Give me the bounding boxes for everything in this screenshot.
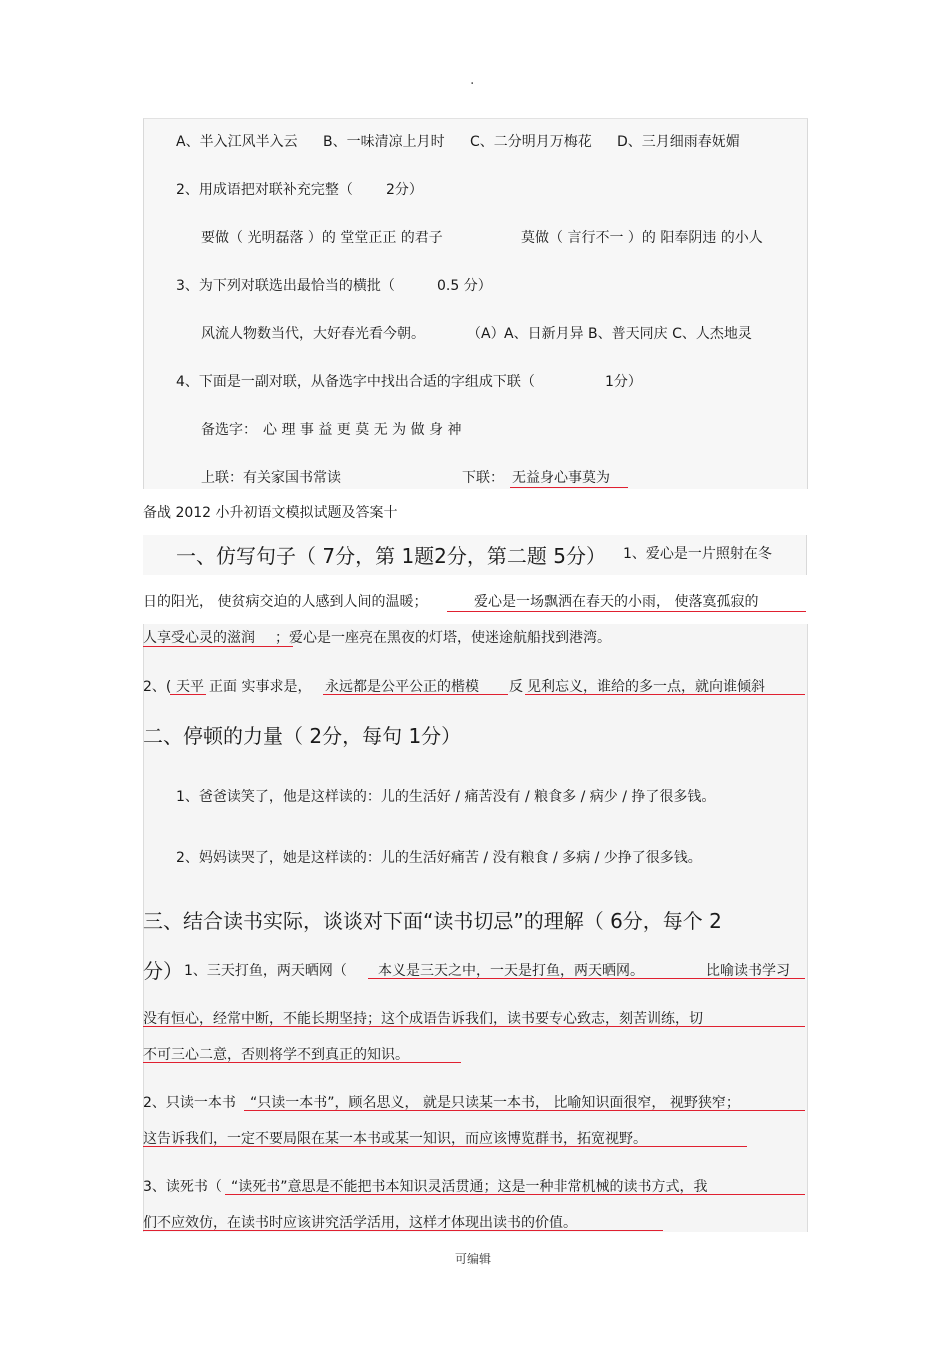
section2-line2: 2、妈妈读哭了，她是这样读的：儿的生活好痛苦 / 没有粮食 / 多病 / 少挣了很多钱。	[176, 850, 702, 866]
answer-underline	[323, 694, 508, 695]
answer-underline	[143, 646, 293, 647]
section3-heading-cont: 分）	[143, 959, 183, 983]
section3-q2-answer2: 这告诉我们，一定不要局限在某一本书或某一知识，而应该博览群书，拓宽视野。	[143, 1131, 647, 1147]
q4-title: 4、下面是一副对联，从备选字中找出合适的字组成下联（	[176, 374, 535, 390]
section1-line3-answer2: 永远都是公平公正的楷模	[325, 679, 479, 695]
q3-options: A、日新月异 B、普天同庆 C、人杰地灵	[504, 326, 752, 342]
section1-line2-rest: ；爱心是一座亮在黑夜的灯塔，使迷途航船找到港湾。	[275, 630, 611, 646]
answer-underline	[225, 1194, 805, 1195]
section1-line3-answer3: 反	[509, 679, 523, 695]
section2-heading: 二、停顿的力量（ 2分，每句 1分）	[143, 724, 462, 748]
section3-q1-answer3: 不可三心二意，否则将学不到真正的知识。	[143, 1047, 409, 1063]
q3-answer: （A）	[467, 326, 505, 342]
section1-line3-answer4: 见利忘义，谁给的多一点，就向谁倾斜	[527, 679, 765, 695]
q4-chars-label: 备选字：	[201, 422, 257, 438]
section3-q3-answer1: “读死书”意思是不能把书本知识灵活贯通；这是一种非常机械的读书方式，我	[231, 1179, 708, 1195]
option-a: A、半入江风半入云	[176, 134, 298, 150]
answer-underline	[244, 1110, 805, 1111]
section1-line1: 日的阳光， 使贫病交迫的人感到人间的温暖；	[143, 594, 428, 610]
section1-line3-mid: 正面 实事求是，	[209, 679, 312, 695]
section1-line2-answer: 人享受心灵的滋润	[143, 630, 255, 646]
section3-q1-answer1: 本义是三天之中，一天是打鱼，两天晒网。	[378, 963, 644, 979]
header-dot: .	[470, 72, 475, 88]
footer-label: 可编辑	[455, 1252, 492, 1266]
q3-points: 0.5 分）	[437, 278, 492, 294]
option-d: D、三月细雨春妩媚	[617, 134, 740, 150]
q3-couplet: 风流人物数当代，大好春光看今朝。	[201, 326, 425, 342]
section3-q3-lead: 3、读死书（	[143, 1179, 222, 1195]
answer-underline	[510, 487, 628, 488]
q4-upper: 上联：有关家国书常读	[201, 470, 341, 486]
section3-q2-lead: 2、只读一本书	[143, 1095, 236, 1111]
q2-title: 2、用成语把对联补充完整（	[176, 182, 353, 198]
doc-title: 备战 2012 小升初语文模拟试题及答案十	[143, 505, 398, 521]
section3-q1-answer1b: 比喻读书学习	[706, 963, 790, 979]
section3-heading: 三、结合读书实际，谈谈对下面“读书切忌”的理解（ 6分，每个 2	[143, 909, 722, 933]
section1-line1-answer: 爱心是一场飘洒在春天的小雨， 使落寞孤寂的	[474, 594, 759, 610]
q4-lower-answer: 无益身心事莫为	[512, 470, 610, 486]
section1-heading: 一、仿写句子（ 7分，第 1题2分，第二题 5分）	[176, 544, 606, 568]
q2-points: 2分）	[386, 182, 423, 198]
answer-underline	[368, 978, 805, 979]
section1-line3-answer1: 天平	[176, 679, 204, 695]
section3-q2-answer1: “只读一本书”，顾名思义， 就是只读某一本书， 比喻知识面很窄， 视野狭窄；	[250, 1095, 740, 1111]
answer-underline	[143, 1230, 663, 1231]
section3-q1-answer2: 没有恒心，经常中断，不能长期坚持；这个成语告诉我们，读书要专心致志，刻苦训练，切	[143, 1011, 703, 1027]
section3-q1-lead: 1、三天打鱼，两天晒网（	[184, 963, 347, 979]
q4-chars: 心 理 事 益 更 莫 无 为 做 身 神	[263, 422, 462, 438]
answer-underline	[143, 1062, 461, 1063]
answer-underline	[143, 1146, 747, 1147]
q2-line-a: 要做（ 光明磊落 ）的 堂堂正正 的君子	[201, 230, 443, 246]
q2-line-b: 莫做（ 言行不一 ）的 阳奉阴违 的小人	[521, 230, 763, 246]
answer-underline	[170, 694, 206, 695]
answer-underline	[525, 694, 805, 695]
option-c: C、二分明月万梅花	[470, 134, 592, 150]
q4-points: 1分）	[605, 374, 642, 390]
section2-line1: 1、爸爸读笑了，他是这样读的：儿的生活好 / 痛苦没有 / 粮食多 / 病少 / 挣了很多钱。	[176, 789, 716, 805]
section3-q3-answer2: 们不应效仿，在读书时应该讲究活学活用，这样才体现出读书的价值。	[143, 1215, 577, 1231]
section1-lead: 1、爱心是一片照射在冬	[623, 546, 772, 562]
q3-title: 3、为下列对联选出最恰当的横批（	[176, 278, 395, 294]
option-b: B、一味清凉上月时	[323, 134, 445, 150]
answer-underline	[447, 611, 806, 612]
answer-underline	[143, 1026, 805, 1027]
q4-lower-label: 下联：	[462, 470, 504, 486]
section1-line3-num: 2、(	[143, 679, 172, 695]
